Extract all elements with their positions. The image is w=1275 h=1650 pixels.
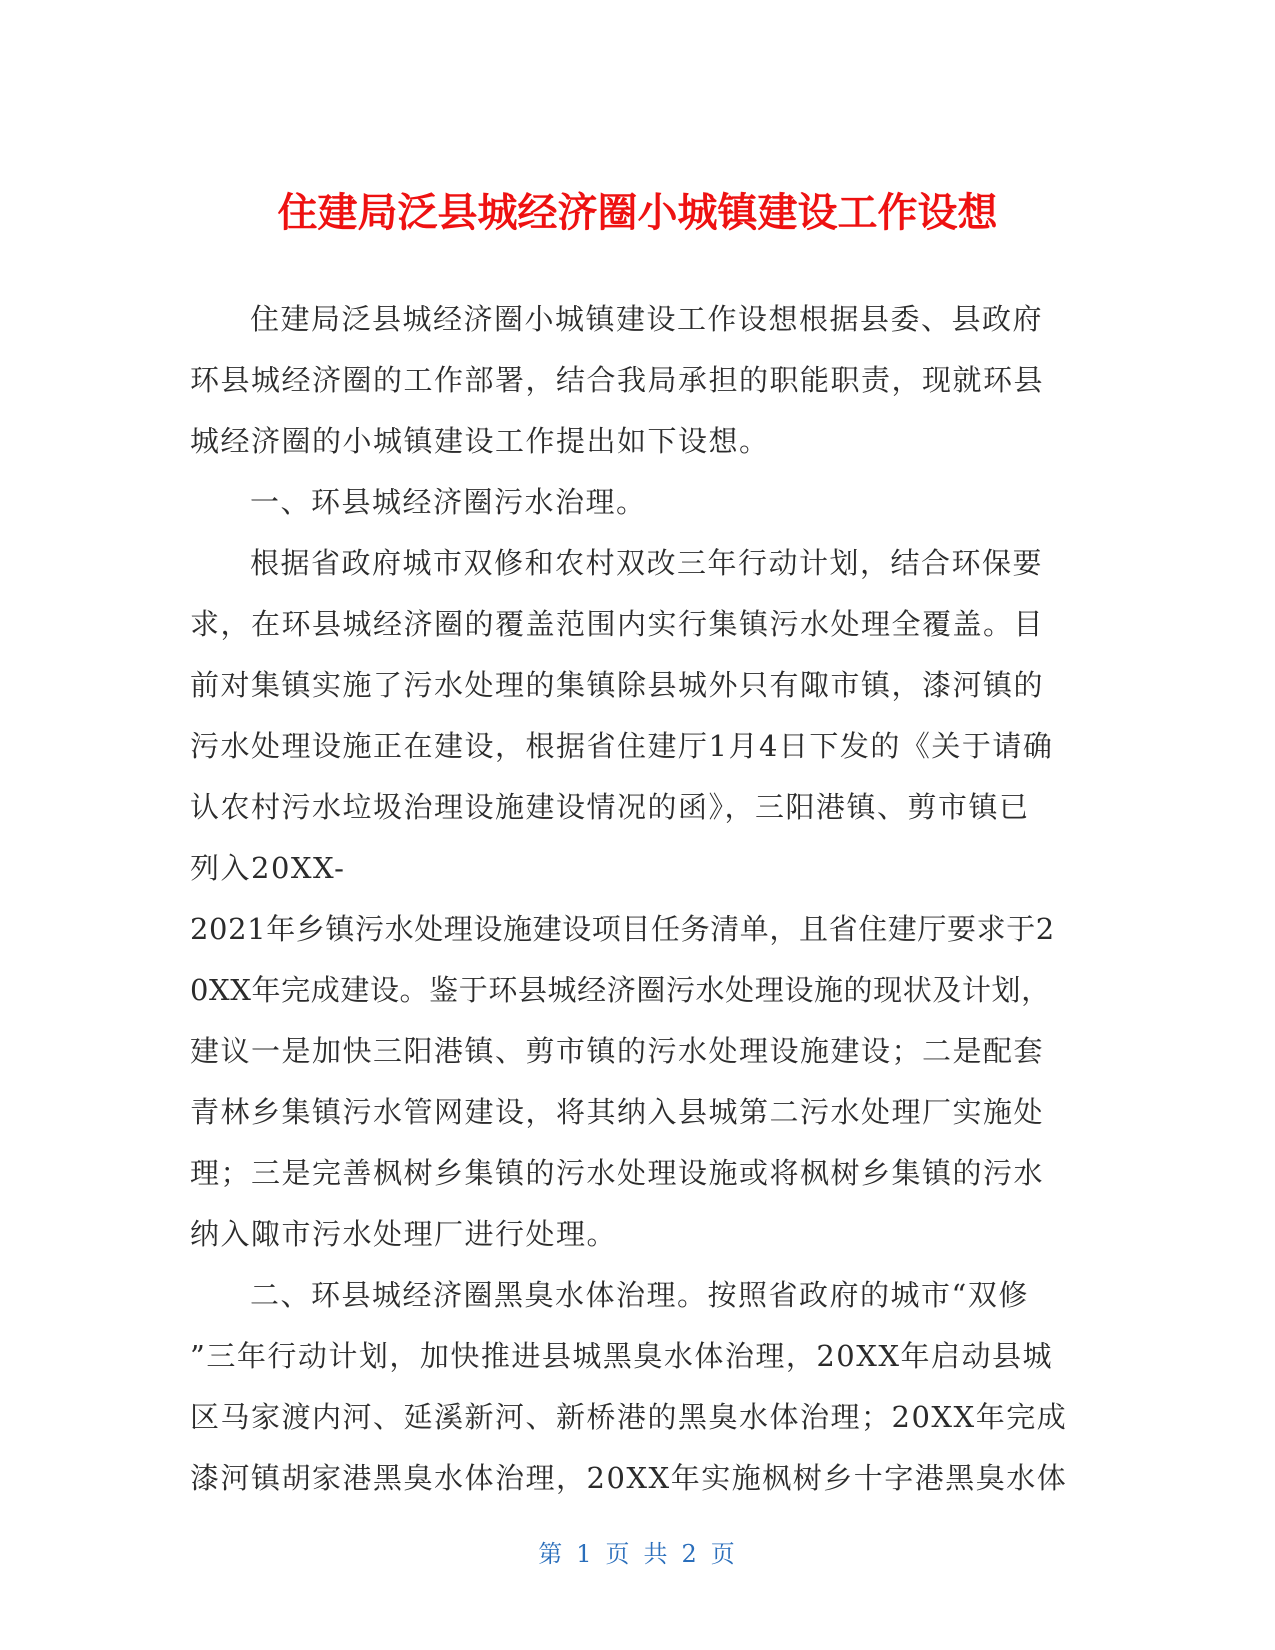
text-line: 污水处理设施正在建设，根据省住建厅1月4日下发的《关于请确 [190,729,1054,763]
text-line: 城经济圈的小城镇建设工作提出如下设想。 [190,424,770,458]
footer-ye-2: 页 [710,1540,737,1568]
text-line: 0XX年完成建设。鉴于环县城经济圈污水处理设施的现状及计划， [190,973,1051,1007]
text-line: 环县城经济圈的工作部署，结合我局承担的职能职责，现就环县 [190,363,1045,397]
text-line: 住建局泛县城经济圈小城镇建设工作设想根据县委、县政府 [250,302,1044,336]
text-line: 根据省政府城市双修和农村双改三年行动计划，结合环保要 [250,546,1044,580]
footer-gong: 共 [643,1540,670,1568]
page-footer [0,1537,1275,1571]
text-line: 一、环县城经济圈污水治理。 [250,485,647,519]
text-line: 列入20XX- [190,851,346,885]
document-body [190,289,1070,1509]
text-line: 求，在环县城经济圈的覆盖范围内实行集镇污水处理全覆盖。目 [190,607,1045,641]
text-line: 理；三是完善枫树乡集镇的污水处理设施或将枫树乡集镇的污水 [190,1156,1045,1190]
text-line: 建议一是加快三阳港镇、剪市镇的污水处理设施建设；二是配套 [190,1034,1045,1068]
text-line: 区马家渡内河、延溪新河、新桥港的黑臭水体治理；20XX年完成 [190,1400,1068,1434]
paragraph-intro [190,289,1070,472]
text-line: ”三年行动计划，加快推进县城黑臭水体治理，20XX年启动县城 [190,1339,1054,1373]
text-line: 二、环县城经济圈黑臭水体治理。按照省政府的城市“双修 [250,1278,1029,1312]
footer-ye: 页 [605,1540,632,1568]
text-line: 青林乡集镇污水管网建设，将其纳入县城第二污水处理厂实施处 [190,1095,1045,1129]
text-line: 2021年乡镇污水处理设施建设项目任务清单，且省住建厅要求于2 [190,912,1055,946]
text-line: 前对集镇实施了污水处理的集镇除县城外只有陬市镇，漆河镇的 [190,668,1045,702]
text-line: 认农村污水垃圾治理设施建设情况的函》，三阳港镇、剪市镇已 [190,790,1030,824]
footer-page-number: 1 [576,1540,594,1568]
footer-total-pages: 2 [681,1540,699,1568]
paragraph-sewage [190,533,1070,1265]
document-title: 住建局泛县城经济圈小城镇建设工作设想 [277,189,998,236]
text-line: 纳入陬市污水处理厂进行处理。 [190,1217,618,1251]
section-heading-1 [190,472,1070,533]
footer-di: 第 [538,1540,565,1568]
text-line: 漆河镇胡家港黑臭水体治理，20XX年实施枫树乡十字港黑臭水体 [190,1461,1068,1495]
paragraph-black-water [190,1265,1070,1509]
